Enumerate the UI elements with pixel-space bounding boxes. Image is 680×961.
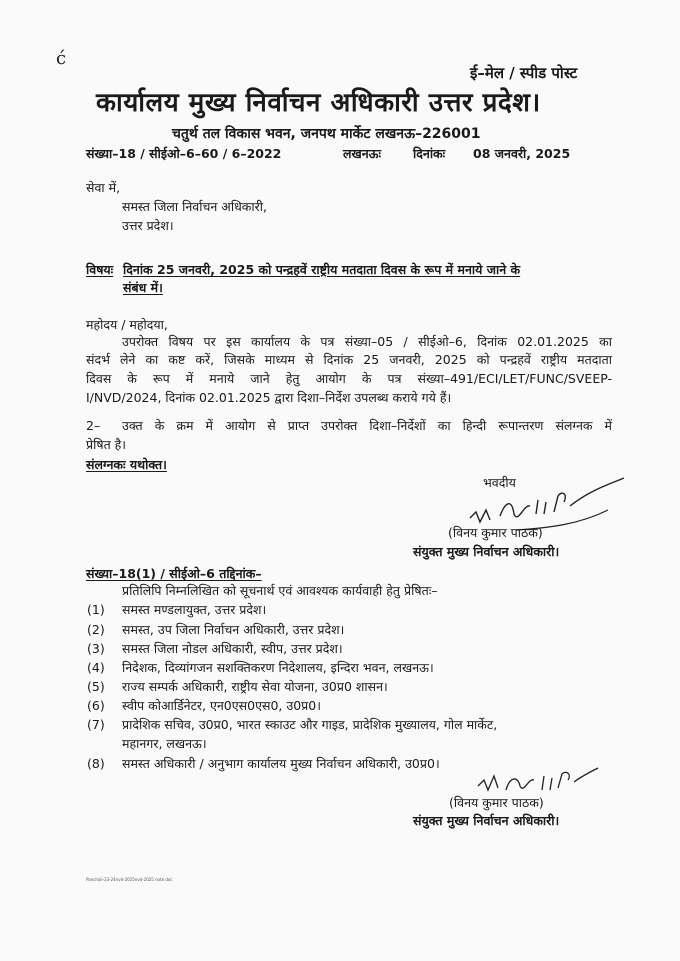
office-address: चतुर्थ तल विकास भवन, जनपथ मार्केट लखनऊ–226001 [172, 126, 481, 142]
copy-item-2: समस्त, उप जिला निर्वाचन अधिकारी, उत्तर प्रदेश। [122, 622, 345, 637]
copy-item-6: स्वीप कोआर्डिनेटर, एन0एस0एस0, उ0प्र0। [122, 698, 321, 713]
closing: भवदीय [483, 475, 516, 490]
signatory-name-1: (विनय कुमार पाठक) [448, 525, 543, 540]
subject-line-2: संबंध में। [123, 280, 163, 295]
para1-line-3: दिवस के रूप में मनाये जाने हेतु आयोग के पत्र संख्या–491/ECI/LET/FUNC/SVEEP- [86, 371, 612, 386]
signatory-name-2: (विनय कुमार पाठक) [449, 795, 544, 810]
copy-item-3: समस्त जिला नोडल अधिकारी, स्वीप, उत्तर प्रदेश। [122, 641, 343, 656]
place: लखनऊः [343, 146, 381, 161]
copy-num-8: (8) [87, 756, 105, 771]
copy-item-8: समस्त अधिकारी / अनुभाग कार्यालय मुख्य निर्वाचन अधिकारी, उ0प्र0। [122, 756, 440, 771]
copy-item-1: समस्त मण्डलायुक्त, उत्तर प्रदेश। [122, 602, 267, 617]
enclosure: संलग्नकः यथोक्त। [86, 457, 167, 472]
signatory-designation-2: संयुक्त मुख्य निर्वाचन अधिकारी। [413, 813, 560, 828]
copy-num-6: (6) [87, 698, 105, 713]
dispatch-mode: ई–मेल / स्पीड पोस्ट [470, 64, 578, 82]
para1-line-4: I/NVD/2024, दिनांक 02.01.2025 द्वारा दिशा–निर्देश उपलब्ध कराये गये हैं। [86, 390, 452, 405]
copy-num-3: (3) [87, 641, 105, 656]
para2-line-1: उक्त के क्रम में आयोग से प्राप्त उपरोक्त दिशा–निर्देशों का हिन्दी रूपान्तरण संलग्नक में [122, 418, 612, 433]
copy-num-1: (1) [87, 602, 105, 617]
seva-men: सेवा में, [86, 180, 121, 195]
recipient: समस्त जिला निर्वाचन अधिकारी, [122, 199, 267, 214]
copy-intro: प्रतिलिपि निम्नलिखित को सूचनार्थ एवं आवश्यक कार्यवाही हेतु प्रेषितः– [122, 583, 438, 598]
salutation: महोदय / महोदया, [86, 317, 168, 332]
file-name: Panchali-23-24nvd-2025nvd-2025 note.doc [86, 877, 173, 882]
office-title: कार्यालय मुख्य निर्वाचन अधिकारी उत्तर प्रदेश। [96, 88, 541, 118]
copy-item-4: निदेशक, दिव्यांगजन सशक्तिकरण निदेशालय, इन्दिरा भवन, लखनऊ। [122, 660, 434, 675]
para2-number: 2– [86, 418, 101, 433]
copy-num-7: (7) [87, 717, 105, 732]
corner-mark: ć [56, 48, 67, 69]
signatory-designation-1: संयुक्त मुख्य निर्वाचन अधिकारी। [413, 544, 560, 559]
recipient-state: उत्तर प्रदेश। [122, 218, 174, 233]
letter-date: 08 जनवरी, 2025 [473, 146, 571, 161]
copy-item-7-cont: महानगर, लखनऊ। [122, 736, 207, 751]
copy-num-5: (5) [87, 679, 105, 694]
copy-item-7: प्रादेशिक सचिव, उ0प्र0, भारत स्काउट और गाइड, प्रादेशिक मुख्यालय, गोल मार्केट, [122, 717, 498, 732]
para1-line-2: संदर्भ लेने का कष्ट करें, जिसके माध्यम से दिनांक 25 जनवरी, 2025 को पन्द्रहवें राष्ट्रीय मतदाता [86, 352, 612, 367]
subject-label: विषयः [86, 262, 114, 277]
para2-line-2: प्रेषित है। [86, 437, 127, 452]
copy-item-5: राज्य सम्पर्क अधिकारी, राष्ट्रीय सेवा योजना, उ0प्र0 शासन। [122, 679, 388, 694]
copy-num-2: (2) [87, 622, 105, 637]
para1-line-1: उपरोक्त विषय पर इस कार्यालय के पत्र संख्या–05 / सीईओ–6, दिनांक 02.01.2025 का [122, 334, 612, 349]
reference-number: संख्या–18 / सीईओ–6–60 / 6–2022 [86, 146, 282, 161]
copy-reference: संख्या–18(1) / सीईओ–6 तद्दिनांक– [86, 566, 262, 581]
copy-num-4: (4) [87, 660, 105, 675]
subject-line-1: दिनांक 25 जनवरी, 2025 को पन्द्रहवें राष्ट्रीय मतदाता दिवस के रूप में मनाये जाने के [123, 262, 521, 277]
date-label: दिनांकः [413, 146, 446, 161]
